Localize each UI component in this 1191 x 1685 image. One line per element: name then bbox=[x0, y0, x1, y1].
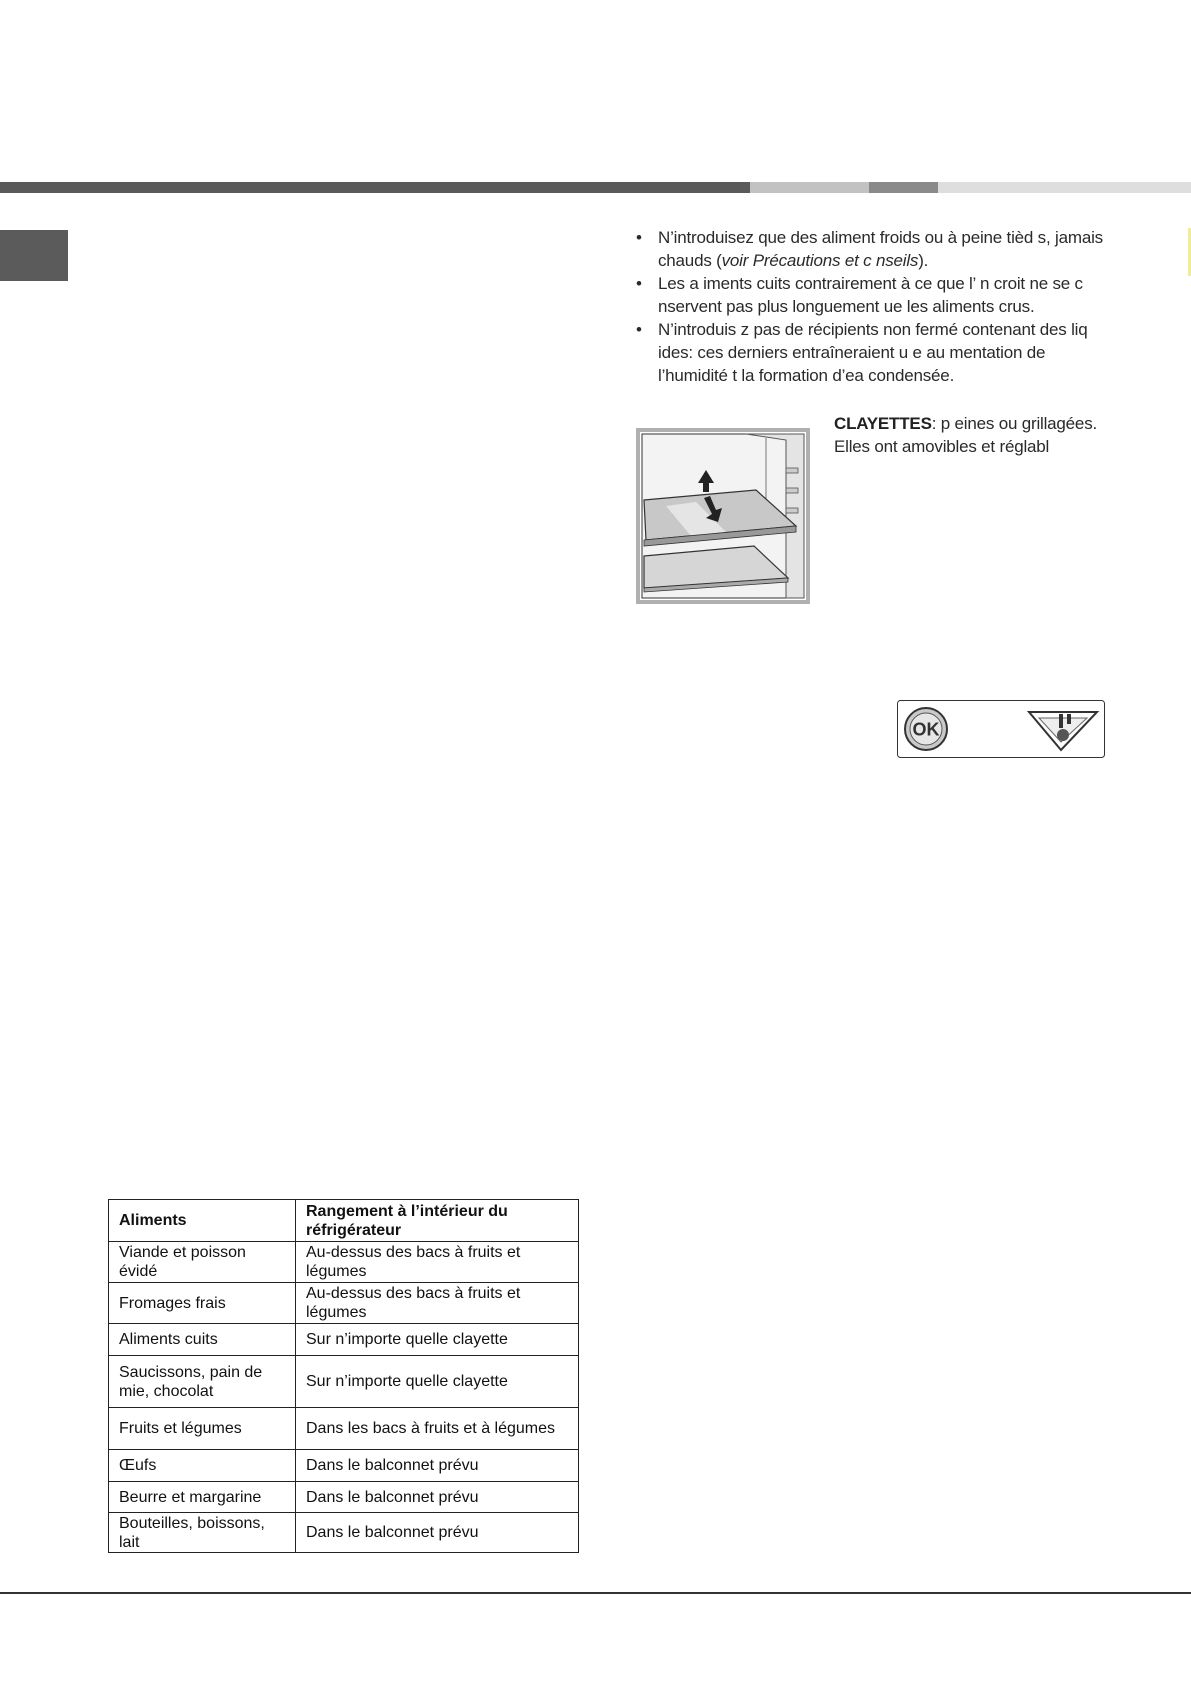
location-cell: Sur n’importe quelle clayette bbox=[296, 1356, 579, 1408]
bar-segment-mid bbox=[869, 182, 938, 193]
ok-icon bbox=[905, 708, 947, 750]
shelves-description bbox=[834, 412, 1114, 458]
ok-label: OK bbox=[912, 719, 940, 740]
table-row bbox=[109, 1356, 579, 1408]
bar-segment-pale bbox=[938, 182, 1191, 193]
table-row bbox=[109, 1513, 579, 1553]
footer-rule bbox=[0, 1592, 1191, 1594]
food-cell: Fruits et légumes bbox=[109, 1408, 296, 1450]
tip-item bbox=[636, 272, 1106, 318]
location-cell: Dans le balconnet prévu bbox=[296, 1450, 579, 1482]
bar-segment-dark bbox=[0, 182, 750, 193]
storage-tips-list bbox=[636, 226, 1106, 387]
table-header-row bbox=[109, 1200, 579, 1242]
header-color-bar bbox=[0, 182, 1191, 193]
tip-text: Les a iments cuits contrairement à ce que l’ n croit ne se c nservent pas plus longuement ue les aliments crus. bbox=[658, 274, 1083, 316]
tip-text-end: ). bbox=[918, 251, 929, 270]
food-cell: Œufs bbox=[109, 1450, 296, 1482]
location-cell: Dans le balconnet prévu bbox=[296, 1482, 579, 1513]
tip-item bbox=[636, 226, 1106, 272]
food-storage-table bbox=[108, 1199, 579, 1553]
food-cell: Bouteilles, boissons, lait bbox=[109, 1513, 296, 1553]
table-row bbox=[109, 1283, 579, 1324]
table-row bbox=[109, 1324, 579, 1356]
header-rangement: Rangement à l’intérieur du réfrigérateur bbox=[296, 1200, 579, 1242]
table-row bbox=[109, 1242, 579, 1283]
tip-text: N’introduis z pas de récipients non fermé contenant des liq ides: ces derniers entraîneraient u e au mentation de l’humidité t la formation d’ea condensée. bbox=[658, 320, 1088, 385]
location-cell: Sur n’importe quelle clayette bbox=[296, 1324, 579, 1356]
header-aliments: Aliments bbox=[109, 1200, 296, 1242]
shelves-title: CLAYETTES bbox=[834, 414, 932, 433]
tip-item bbox=[636, 318, 1106, 387]
ok-indicator-panel bbox=[897, 700, 1105, 758]
food-cell: Viande et poisson évidé bbox=[109, 1242, 296, 1283]
section-tab-marker bbox=[0, 230, 68, 281]
table-row bbox=[109, 1450, 579, 1482]
food-cell: Fromages frais bbox=[109, 1283, 296, 1324]
table-row bbox=[109, 1408, 579, 1450]
food-cell: Beurre et margarine bbox=[109, 1482, 296, 1513]
tip-reference: voir Précautions et c nseils bbox=[721, 251, 919, 270]
food-cell: Aliments cuits bbox=[109, 1324, 296, 1356]
location-cell: Au-dessus des bacs à fruits et légumes bbox=[296, 1283, 579, 1324]
location-cell: Au-dessus des bacs à fruits et légumes bbox=[296, 1242, 579, 1283]
location-cell: Dans les bacs à fruits et à légumes bbox=[296, 1408, 579, 1450]
shelf-illustration bbox=[636, 428, 810, 604]
shelves-text: : p eines ou grillagées. Elles ont amovibles et réglabl bbox=[834, 414, 1098, 456]
table-row bbox=[109, 1482, 579, 1513]
tip-text: N’introduisez que des aliment froids ou à peine tièd s, jamais chauds ( bbox=[658, 228, 1103, 270]
food-cell: Saucissons, pain de mie, chocolat bbox=[109, 1356, 296, 1408]
location-cell: Dans le balconnet prévu bbox=[296, 1513, 579, 1553]
bar-segment-light bbox=[750, 182, 869, 193]
